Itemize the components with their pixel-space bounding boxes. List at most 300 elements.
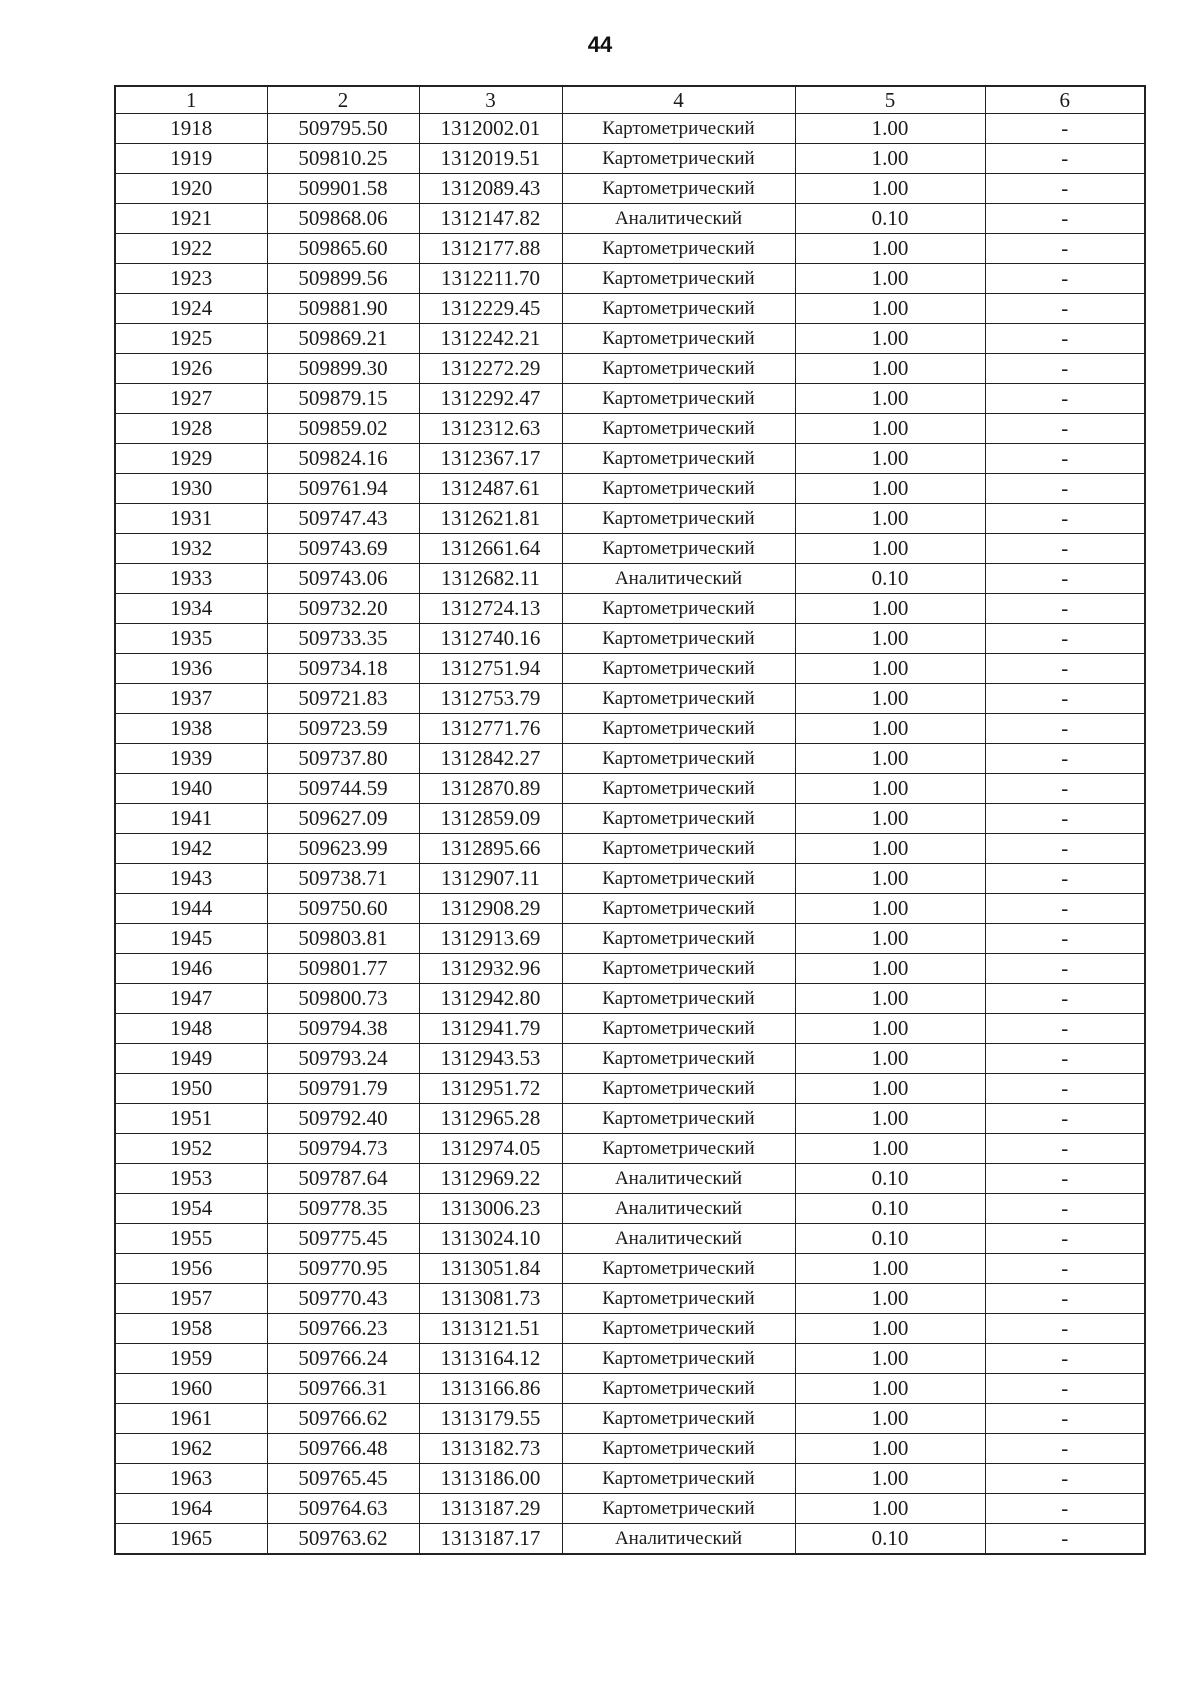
method-cell: Картометрический xyxy=(562,1464,795,1494)
point-number-cell: 1949 xyxy=(115,1044,267,1074)
y-coordinate-cell: 1312229.45 xyxy=(419,294,562,324)
point-number-cell: 1963 xyxy=(115,1464,267,1494)
x-coordinate-cell: 509721.83 xyxy=(267,684,419,714)
point-number-cell: 1964 xyxy=(115,1494,267,1524)
point-number-cell: 1918 xyxy=(115,114,267,144)
x-coordinate-cell: 509795.50 xyxy=(267,114,419,144)
point-number-cell: 1928 xyxy=(115,414,267,444)
y-coordinate-cell: 1313164.12 xyxy=(419,1344,562,1374)
point-number-cell: 1931 xyxy=(115,504,267,534)
accuracy-cell: 1.00 xyxy=(795,1254,985,1284)
accuracy-cell: 1.00 xyxy=(795,894,985,924)
point-number-cell: 1958 xyxy=(115,1314,267,1344)
accuracy-cell: 1.00 xyxy=(795,144,985,174)
x-coordinate-cell: 509800.73 xyxy=(267,984,419,1014)
x-coordinate-cell: 509794.73 xyxy=(267,1134,419,1164)
x-coordinate-cell: 509778.35 xyxy=(267,1194,419,1224)
x-coordinate-cell: 509766.48 xyxy=(267,1434,419,1464)
y-coordinate-cell: 1312753.79 xyxy=(419,684,562,714)
note-cell: - xyxy=(985,1014,1145,1044)
accuracy-cell: 1.00 xyxy=(795,1284,985,1314)
y-coordinate-cell: 1312859.09 xyxy=(419,804,562,834)
point-number-cell: 1922 xyxy=(115,234,267,264)
table-row xyxy=(115,534,1145,564)
accuracy-cell: 1.00 xyxy=(795,1494,985,1524)
table-row xyxy=(115,1494,1145,1524)
accuracy-cell: 1.00 xyxy=(795,504,985,534)
header-row xyxy=(115,86,1145,114)
y-coordinate-cell: 1312965.28 xyxy=(419,1104,562,1134)
table-row xyxy=(115,1284,1145,1314)
x-coordinate-cell: 509627.09 xyxy=(267,804,419,834)
y-coordinate-cell: 1312895.66 xyxy=(419,834,562,864)
point-number-cell: 1932 xyxy=(115,534,267,564)
note-cell: - xyxy=(985,1344,1145,1374)
method-cell: Картометрический xyxy=(562,534,795,564)
accuracy-cell: 1.00 xyxy=(795,954,985,984)
accuracy-cell: 0.10 xyxy=(795,1194,985,1224)
accuracy-cell: 1.00 xyxy=(795,864,985,894)
note-cell: - xyxy=(985,564,1145,594)
point-number-cell: 1944 xyxy=(115,894,267,924)
table-row xyxy=(115,474,1145,504)
accuracy-cell: 1.00 xyxy=(795,264,985,294)
accuracy-cell: 1.00 xyxy=(795,1104,985,1134)
accuracy-cell: 1.00 xyxy=(795,1014,985,1044)
y-coordinate-cell: 1312751.94 xyxy=(419,654,562,684)
note-cell: - xyxy=(985,654,1145,684)
note-cell: - xyxy=(985,1044,1145,1074)
y-coordinate-cell: 1312621.81 xyxy=(419,504,562,534)
method-cell: Картометрический xyxy=(562,894,795,924)
table-row xyxy=(115,654,1145,684)
x-coordinate-cell: 509879.15 xyxy=(267,384,419,414)
x-coordinate-cell: 509766.62 xyxy=(267,1404,419,1434)
point-number-cell: 1957 xyxy=(115,1284,267,1314)
note-cell: - xyxy=(985,444,1145,474)
x-coordinate-cell: 509881.90 xyxy=(267,294,419,324)
y-coordinate-cell: 1312974.05 xyxy=(419,1134,562,1164)
x-coordinate-cell: 509766.31 xyxy=(267,1374,419,1404)
x-coordinate-cell: 509865.60 xyxy=(267,234,419,264)
y-coordinate-cell: 1312870.89 xyxy=(419,774,562,804)
table-row xyxy=(115,984,1145,1014)
table-row xyxy=(115,924,1145,954)
note-cell: - xyxy=(985,1284,1145,1314)
y-coordinate-cell: 1312682.11 xyxy=(419,564,562,594)
y-coordinate-cell: 1312771.76 xyxy=(419,714,562,744)
x-coordinate-cell: 509803.81 xyxy=(267,924,419,954)
y-coordinate-cell: 1312292.47 xyxy=(419,384,562,414)
accuracy-cell: 1.00 xyxy=(795,984,985,1014)
point-number-cell: 1962 xyxy=(115,1434,267,1464)
method-cell: Картометрический xyxy=(562,1374,795,1404)
y-coordinate-cell: 1312002.01 xyxy=(419,114,562,144)
accuracy-cell: 1.00 xyxy=(795,774,985,804)
point-number-cell: 1946 xyxy=(115,954,267,984)
method-cell: Картометрический xyxy=(562,264,795,294)
x-coordinate-cell: 509766.23 xyxy=(267,1314,419,1344)
note-cell: - xyxy=(985,894,1145,924)
x-coordinate-cell: 509750.60 xyxy=(267,894,419,924)
x-coordinate-cell: 509793.24 xyxy=(267,1044,419,1074)
y-coordinate-cell: 1312019.51 xyxy=(419,144,562,174)
accuracy-cell: 1.00 xyxy=(795,834,985,864)
note-cell: - xyxy=(985,474,1145,504)
accuracy-cell: 1.00 xyxy=(795,1404,985,1434)
table-row xyxy=(115,294,1145,324)
method-cell: Картометрический xyxy=(562,594,795,624)
note-cell: - xyxy=(985,714,1145,744)
y-coordinate-cell: 1312487.61 xyxy=(419,474,562,504)
note-cell: - xyxy=(985,1404,1145,1434)
accuracy-cell: 0.10 xyxy=(795,204,985,234)
point-number-cell: 1960 xyxy=(115,1374,267,1404)
table-row xyxy=(115,204,1145,234)
point-number-cell: 1943 xyxy=(115,864,267,894)
note-cell: - xyxy=(985,864,1145,894)
y-coordinate-cell: 1312908.29 xyxy=(419,894,562,924)
accuracy-cell: 1.00 xyxy=(795,1074,985,1104)
y-coordinate-cell: 1312089.43 xyxy=(419,174,562,204)
accuracy-cell: 1.00 xyxy=(795,444,985,474)
point-number-cell: 1925 xyxy=(115,324,267,354)
x-coordinate-cell: 509770.43 xyxy=(267,1284,419,1314)
note-cell: - xyxy=(985,324,1145,354)
accuracy-cell: 1.00 xyxy=(795,534,985,564)
y-coordinate-cell: 1312907.11 xyxy=(419,864,562,894)
table-row xyxy=(115,1344,1145,1374)
note-cell: - xyxy=(985,1104,1145,1134)
method-cell: Картометрический xyxy=(562,864,795,894)
accuracy-cell: 1.00 xyxy=(795,474,985,504)
table-row xyxy=(115,324,1145,354)
point-number-cell: 1923 xyxy=(115,264,267,294)
point-number-cell: 1953 xyxy=(115,1164,267,1194)
y-coordinate-cell: 1312272.29 xyxy=(419,354,562,384)
table-row xyxy=(115,684,1145,714)
accuracy-cell: 1.00 xyxy=(795,624,985,654)
x-coordinate-cell: 509765.45 xyxy=(267,1464,419,1494)
note-cell: - xyxy=(985,774,1145,804)
y-coordinate-cell: 1312211.70 xyxy=(419,264,562,294)
x-coordinate-cell: 509810.25 xyxy=(267,144,419,174)
note-cell: - xyxy=(985,114,1145,144)
x-coordinate-cell: 509792.40 xyxy=(267,1104,419,1134)
accuracy-cell: 1.00 xyxy=(795,1374,985,1404)
note-cell: - xyxy=(985,1314,1145,1344)
note-cell: - xyxy=(985,1374,1145,1404)
method-cell: Картометрический xyxy=(562,144,795,174)
accuracy-cell: 1.00 xyxy=(795,174,985,204)
point-number-cell: 1938 xyxy=(115,714,267,744)
point-number-cell: 1947 xyxy=(115,984,267,1014)
table-row xyxy=(115,714,1145,744)
method-cell: Картометрический xyxy=(562,984,795,1014)
y-coordinate-cell: 1312147.82 xyxy=(419,204,562,234)
method-cell: Картометрический xyxy=(562,294,795,324)
table-row xyxy=(115,834,1145,864)
method-cell: Картометрический xyxy=(562,1314,795,1344)
x-coordinate-cell: 509737.80 xyxy=(267,744,419,774)
method-cell: Картометрический xyxy=(562,624,795,654)
y-coordinate-cell: 1313179.55 xyxy=(419,1404,562,1434)
y-coordinate-cell: 1313024.10 xyxy=(419,1224,562,1254)
point-number-cell: 1952 xyxy=(115,1134,267,1164)
point-number-cell: 1936 xyxy=(115,654,267,684)
x-coordinate-cell: 509738.71 xyxy=(267,864,419,894)
y-coordinate-cell: 1313006.23 xyxy=(419,1194,562,1224)
table-row xyxy=(115,144,1145,174)
method-cell: Картометрический xyxy=(562,414,795,444)
y-coordinate-cell: 1312943.53 xyxy=(419,1044,562,1074)
accuracy-cell: 1.00 xyxy=(795,384,985,414)
accuracy-cell: 1.00 xyxy=(795,744,985,774)
table-row xyxy=(115,894,1145,924)
note-cell: - xyxy=(985,234,1145,264)
note-cell: - xyxy=(985,294,1145,324)
point-number-cell: 1961 xyxy=(115,1404,267,1434)
point-number-cell: 1941 xyxy=(115,804,267,834)
table-row xyxy=(115,774,1145,804)
table-row xyxy=(115,1164,1145,1194)
note-cell: - xyxy=(985,1224,1145,1254)
y-coordinate-cell: 1312740.16 xyxy=(419,624,562,654)
point-number-cell: 1939 xyxy=(115,744,267,774)
note-cell: - xyxy=(985,1464,1145,1494)
point-number-cell: 1934 xyxy=(115,594,267,624)
table-row xyxy=(115,1374,1145,1404)
method-cell: Картометрический xyxy=(562,354,795,384)
x-coordinate-cell: 509901.58 xyxy=(267,174,419,204)
table-row xyxy=(115,564,1145,594)
table-body xyxy=(115,114,1145,1555)
method-cell: Картометрический xyxy=(562,654,795,684)
table-row xyxy=(115,174,1145,204)
method-cell: Аналитический xyxy=(562,1164,795,1194)
x-coordinate-cell: 509787.64 xyxy=(267,1164,419,1194)
accuracy-cell: 1.00 xyxy=(795,714,985,744)
point-number-cell: 1924 xyxy=(115,294,267,324)
accuracy-cell: 1.00 xyxy=(795,1134,985,1164)
accuracy-cell: 0.10 xyxy=(795,1164,985,1194)
accuracy-cell: 1.00 xyxy=(795,1464,985,1494)
accuracy-cell: 1.00 xyxy=(795,684,985,714)
table-row xyxy=(115,1434,1145,1464)
x-coordinate-cell: 509791.79 xyxy=(267,1074,419,1104)
point-number-cell: 1937 xyxy=(115,684,267,714)
coordinates-table xyxy=(114,85,1146,1555)
method-cell: Картометрический xyxy=(562,834,795,864)
x-coordinate-cell: 509899.30 xyxy=(267,354,419,384)
table-row xyxy=(115,354,1145,384)
point-number-cell: 1965 xyxy=(115,1524,267,1555)
column-header-3: 3 xyxy=(419,86,562,114)
note-cell: - xyxy=(985,1194,1145,1224)
x-coordinate-cell: 509764.63 xyxy=(267,1494,419,1524)
y-coordinate-cell: 1313166.86 xyxy=(419,1374,562,1404)
x-coordinate-cell: 509869.21 xyxy=(267,324,419,354)
accuracy-cell: 1.00 xyxy=(795,594,985,624)
note-cell: - xyxy=(985,684,1145,714)
method-cell: Картометрический xyxy=(562,504,795,534)
y-coordinate-cell: 1312842.27 xyxy=(419,744,562,774)
x-coordinate-cell: 509734.18 xyxy=(267,654,419,684)
method-cell: Картометрический xyxy=(562,954,795,984)
accuracy-cell: 1.00 xyxy=(795,114,985,144)
point-number-cell: 1959 xyxy=(115,1344,267,1374)
note-cell: - xyxy=(985,1524,1145,1555)
y-coordinate-cell: 1312942.80 xyxy=(419,984,562,1014)
method-cell: Аналитический xyxy=(562,204,795,234)
method-cell: Картометрический xyxy=(562,1044,795,1074)
method-cell: Аналитический xyxy=(562,1224,795,1254)
y-coordinate-cell: 1313182.73 xyxy=(419,1434,562,1464)
table-row xyxy=(115,1044,1145,1074)
table-row xyxy=(115,864,1145,894)
note-cell: - xyxy=(985,414,1145,444)
column-header-5: 5 xyxy=(795,86,985,114)
point-number-cell: 1945 xyxy=(115,924,267,954)
x-coordinate-cell: 509733.35 xyxy=(267,624,419,654)
table-row xyxy=(115,1074,1145,1104)
x-coordinate-cell: 509761.94 xyxy=(267,474,419,504)
method-cell: Картометрический xyxy=(562,474,795,504)
point-number-cell: 1927 xyxy=(115,384,267,414)
y-coordinate-cell: 1312312.63 xyxy=(419,414,562,444)
x-coordinate-cell: 509824.16 xyxy=(267,444,419,474)
table-row xyxy=(115,114,1145,144)
y-coordinate-cell: 1312724.13 xyxy=(419,594,562,624)
x-coordinate-cell: 509623.99 xyxy=(267,834,419,864)
y-coordinate-cell: 1313081.73 xyxy=(419,1284,562,1314)
method-cell: Картометрический xyxy=(562,384,795,414)
note-cell: - xyxy=(985,534,1145,564)
x-coordinate-cell: 509899.56 xyxy=(267,264,419,294)
note-cell: - xyxy=(985,1434,1145,1464)
accuracy-cell: 1.00 xyxy=(795,294,985,324)
point-number-cell: 1951 xyxy=(115,1104,267,1134)
note-cell: - xyxy=(985,264,1145,294)
method-cell: Картометрический xyxy=(562,114,795,144)
note-cell: - xyxy=(985,804,1145,834)
y-coordinate-cell: 1312932.96 xyxy=(419,954,562,984)
table-row xyxy=(115,1254,1145,1284)
y-coordinate-cell: 1313121.51 xyxy=(419,1314,562,1344)
accuracy-cell: 1.00 xyxy=(795,234,985,264)
point-number-cell: 1919 xyxy=(115,144,267,174)
table-row xyxy=(115,594,1145,624)
note-cell: - xyxy=(985,1164,1145,1194)
method-cell: Картометрический xyxy=(562,1014,795,1044)
method-cell: Картометрический xyxy=(562,1284,795,1314)
method-cell: Картометрический xyxy=(562,1494,795,1524)
accuracy-cell: 1.00 xyxy=(795,324,985,354)
point-number-cell: 1940 xyxy=(115,774,267,804)
x-coordinate-cell: 509732.20 xyxy=(267,594,419,624)
y-coordinate-cell: 1312242.21 xyxy=(419,324,562,354)
accuracy-cell: 0.10 xyxy=(795,1524,985,1555)
point-number-cell: 1935 xyxy=(115,624,267,654)
method-cell: Картометрический xyxy=(562,1134,795,1164)
note-cell: - xyxy=(985,954,1145,984)
point-number-cell: 1948 xyxy=(115,1014,267,1044)
x-coordinate-cell: 509859.02 xyxy=(267,414,419,444)
table-row xyxy=(115,1014,1145,1044)
x-coordinate-cell: 509747.43 xyxy=(267,504,419,534)
method-cell: Картометрический xyxy=(562,744,795,774)
column-header-4: 4 xyxy=(562,86,795,114)
note-cell: - xyxy=(985,984,1145,1014)
table-row xyxy=(115,804,1145,834)
point-number-cell: 1955 xyxy=(115,1224,267,1254)
page-number: 44 xyxy=(587,32,613,57)
method-cell: Картометрический xyxy=(562,1254,795,1284)
table-row xyxy=(115,264,1145,294)
method-cell: Аналитический xyxy=(562,1524,795,1555)
point-number-cell: 1942 xyxy=(115,834,267,864)
method-cell: Картометрический xyxy=(562,684,795,714)
point-number-cell: 1920 xyxy=(115,174,267,204)
note-cell: - xyxy=(985,384,1145,414)
accuracy-cell: 1.00 xyxy=(795,414,985,444)
point-number-cell: 1921 xyxy=(115,204,267,234)
method-cell: Картометрический xyxy=(562,1344,795,1374)
table-row xyxy=(115,1194,1145,1224)
x-coordinate-cell: 509868.06 xyxy=(267,204,419,234)
method-cell: Картометрический xyxy=(562,1434,795,1464)
x-coordinate-cell: 509744.59 xyxy=(267,774,419,804)
note-cell: - xyxy=(985,504,1145,534)
point-number-cell: 1933 xyxy=(115,564,267,594)
table-row xyxy=(115,1464,1145,1494)
table-row xyxy=(115,1314,1145,1344)
table-row xyxy=(115,1134,1145,1164)
accuracy-cell: 1.00 xyxy=(795,1044,985,1074)
method-cell: Картометрический xyxy=(562,174,795,204)
x-coordinate-cell: 509743.06 xyxy=(267,564,419,594)
y-coordinate-cell: 1313187.17 xyxy=(419,1524,562,1555)
x-coordinate-cell: 509801.77 xyxy=(267,954,419,984)
method-cell: Картометрический xyxy=(562,1074,795,1104)
table-row xyxy=(115,234,1145,264)
table-row xyxy=(115,384,1145,414)
accuracy-cell: 1.00 xyxy=(795,924,985,954)
accuracy-cell: 1.00 xyxy=(795,354,985,384)
y-coordinate-cell: 1312913.69 xyxy=(419,924,562,954)
y-coordinate-cell: 1313187.29 xyxy=(419,1494,562,1524)
y-coordinate-cell: 1312951.72 xyxy=(419,1074,562,1104)
x-coordinate-cell: 509766.24 xyxy=(267,1344,419,1374)
y-coordinate-cell: 1312177.88 xyxy=(419,234,562,264)
method-cell: Картометрический xyxy=(562,804,795,834)
note-cell: - xyxy=(985,594,1145,624)
accuracy-cell: 1.00 xyxy=(795,1344,985,1374)
point-number-cell: 1954 xyxy=(115,1194,267,1224)
accuracy-cell: 1.00 xyxy=(795,654,985,684)
method-cell: Аналитический xyxy=(562,564,795,594)
note-cell: - xyxy=(985,1134,1145,1164)
point-number-cell: 1950 xyxy=(115,1074,267,1104)
y-coordinate-cell: 1313051.84 xyxy=(419,1254,562,1284)
x-coordinate-cell: 509763.62 xyxy=(267,1524,419,1555)
method-cell: Картометрический xyxy=(562,234,795,264)
x-coordinate-cell: 509723.59 xyxy=(267,714,419,744)
note-cell: - xyxy=(985,624,1145,654)
note-cell: - xyxy=(985,1494,1145,1524)
table-row xyxy=(115,1104,1145,1134)
note-cell: - xyxy=(985,834,1145,864)
